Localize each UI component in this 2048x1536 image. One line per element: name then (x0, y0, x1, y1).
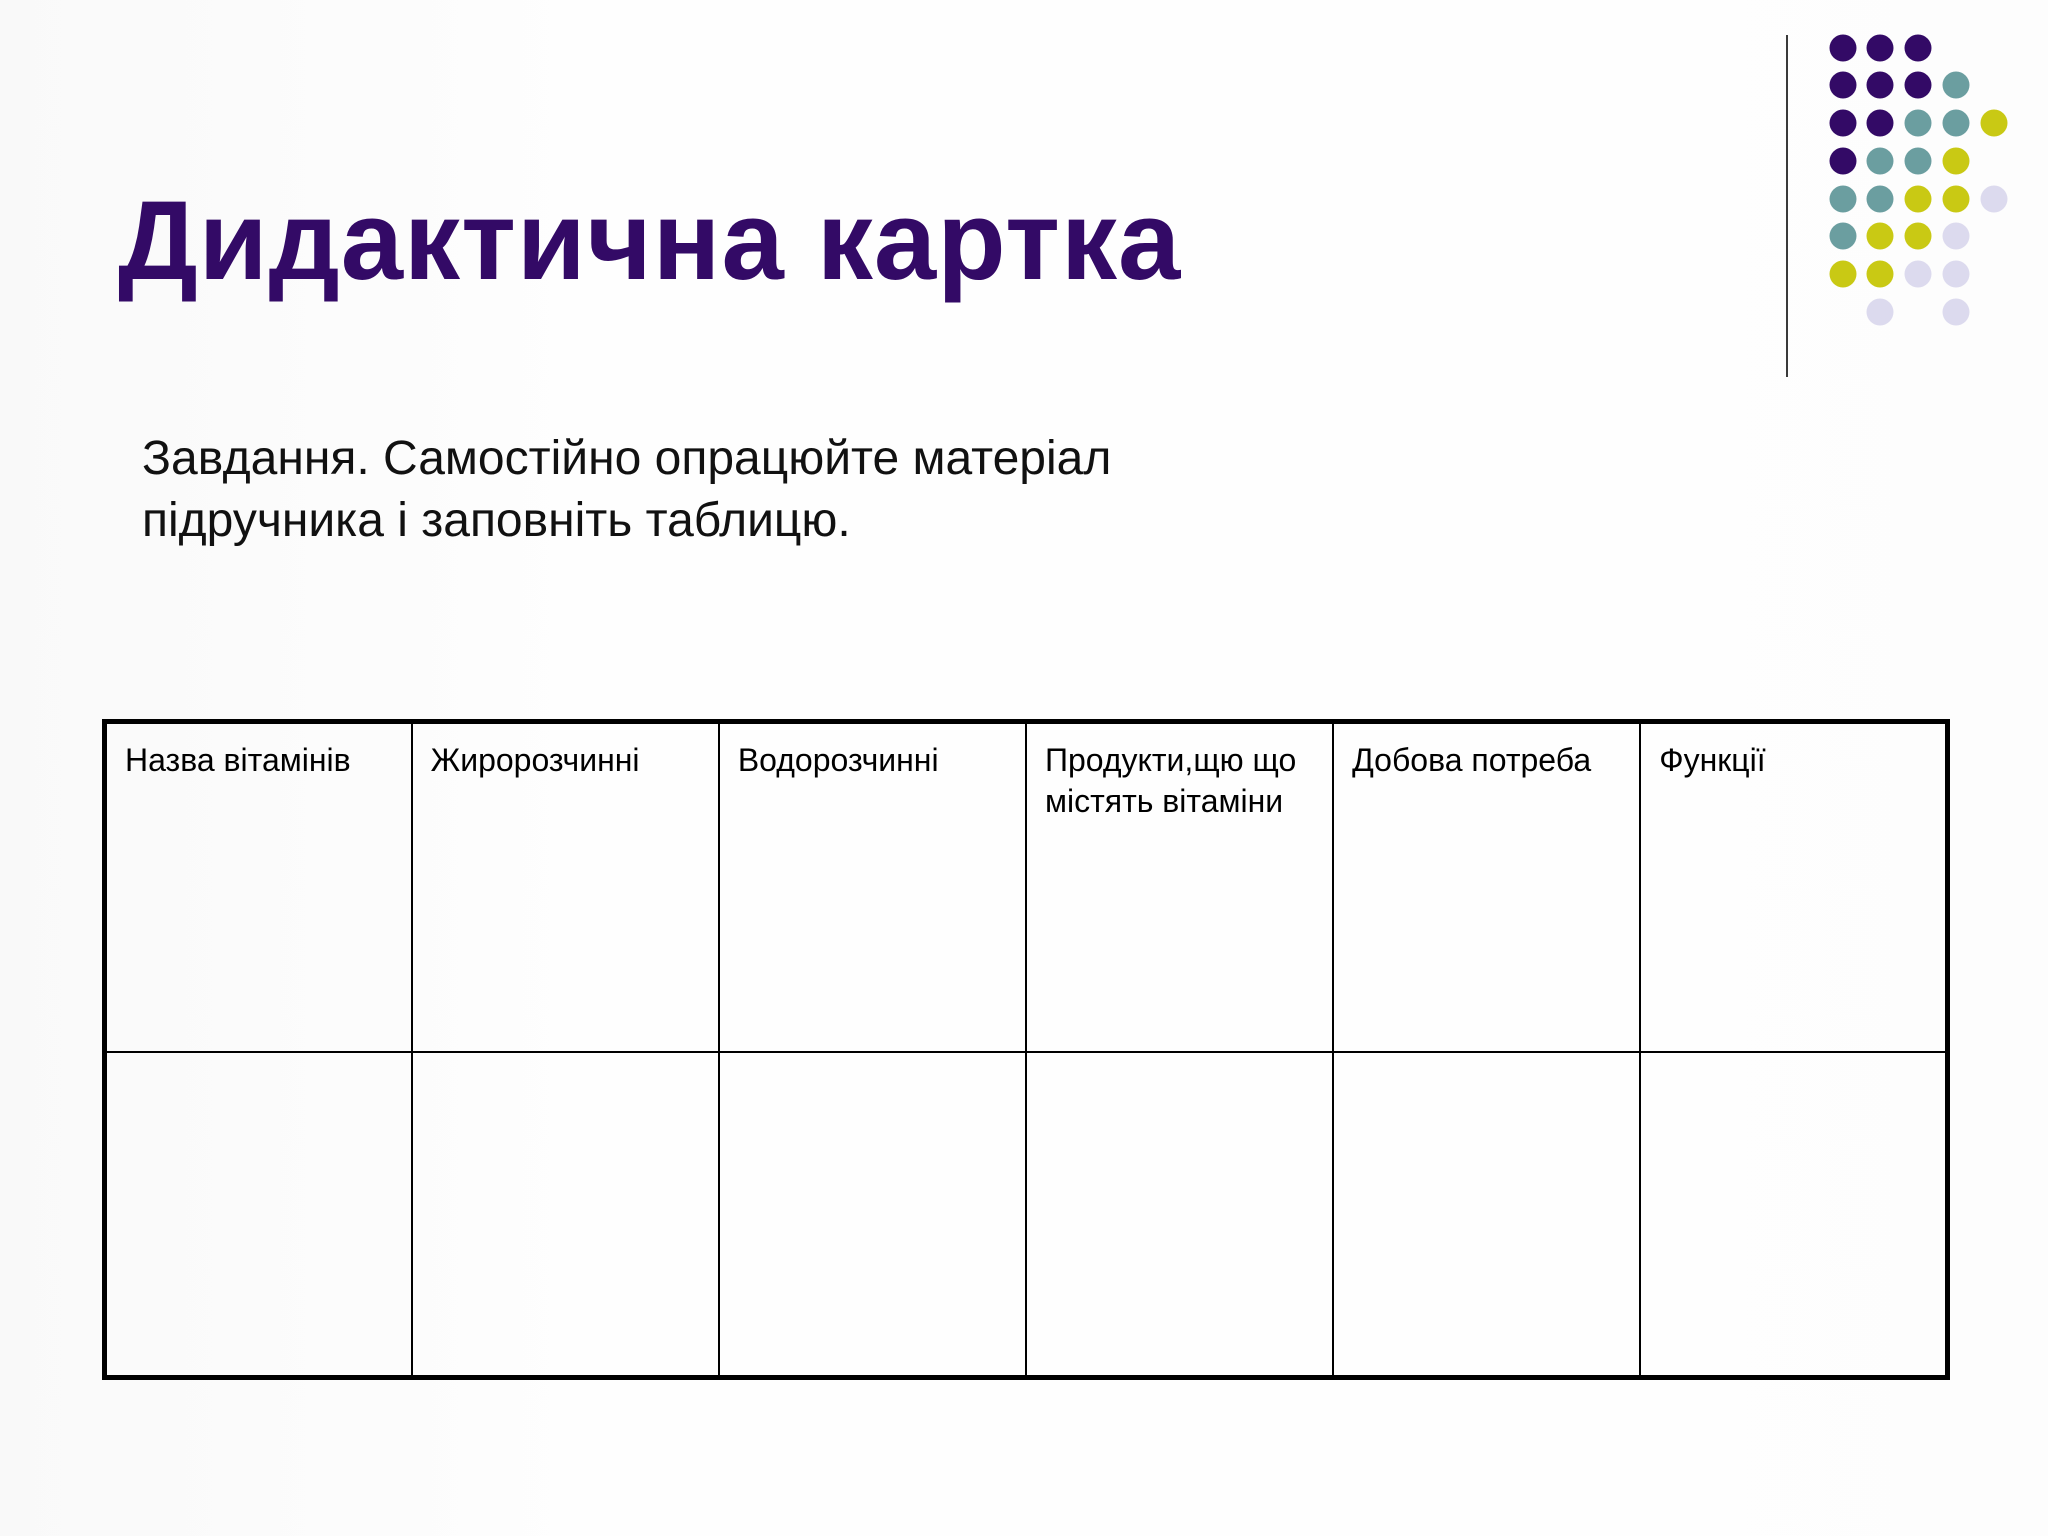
teal-dot (1943, 72, 1970, 99)
purple-dot (1830, 110, 1857, 137)
table-cell[interactable] (1640, 1052, 1947, 1378)
header-cell-vitamin-name: Назва вітамінів (105, 722, 412, 1053)
header-cell-functions: Функції (1640, 722, 1947, 1053)
yellow-dot (1943, 148, 1970, 175)
yellow-dot (1867, 223, 1894, 250)
table-cell[interactable] (105, 1052, 412, 1378)
header-cell-daily-need: Добова потреба (1333, 722, 1640, 1053)
header-cell-products: Продукти,щю що містять вітаміни (1026, 722, 1333, 1053)
table-row (105, 1052, 1948, 1378)
yellow-dot (1981, 110, 2008, 137)
yellow-dot (1830, 261, 1857, 288)
yellow-dot (1905, 186, 1932, 213)
purple-dot (1830, 35, 1857, 62)
purple-dot (1867, 35, 1894, 62)
purple-dot (1867, 72, 1894, 99)
task-line-2: підручника і заповніть таблицю. (142, 494, 851, 547)
lavender-dot (1867, 299, 1894, 326)
teal-dot (1905, 148, 1932, 175)
purple-dot (1867, 110, 1894, 137)
yellow-dot (1867, 261, 1894, 288)
teal-dot (1905, 110, 1932, 137)
table-cell[interactable] (1026, 1052, 1333, 1378)
lavender-dot (1943, 299, 1970, 326)
decorative-divider-line (1786, 35, 1788, 377)
purple-dot (1830, 72, 1857, 99)
task-line-1: Завдання. Самостійно опрацюйте матеріал (142, 432, 1112, 485)
teal-dot (1867, 148, 1894, 175)
table-cell[interactable] (719, 1052, 1026, 1378)
purple-dot (1830, 148, 1857, 175)
header-cell-fat-soluble: Жиророзчинні (412, 722, 719, 1053)
lavender-dot (1905, 261, 1932, 288)
purple-dot (1905, 72, 1932, 99)
teal-dot (1867, 186, 1894, 213)
teal-dot (1830, 186, 1857, 213)
yellow-dot (1943, 186, 1970, 213)
lavender-dot (1943, 261, 1970, 288)
yellow-dot (1905, 223, 1932, 250)
teal-dot (1943, 110, 1970, 137)
lavender-dot (1981, 186, 2008, 213)
task-instruction (142, 428, 1342, 552)
purple-dot (1905, 35, 1932, 62)
table-cell[interactable] (1333, 1052, 1640, 1378)
slide-title: Дидактична картка (118, 178, 1182, 303)
header-cell-water-soluble: Водорозчинні (719, 722, 1026, 1053)
lavender-dot (1943, 223, 1970, 250)
table-cell[interactable] (412, 1052, 719, 1378)
table-header-row (105, 722, 1948, 1053)
teal-dot (1830, 223, 1857, 250)
vitamins-table (102, 719, 1950, 1380)
